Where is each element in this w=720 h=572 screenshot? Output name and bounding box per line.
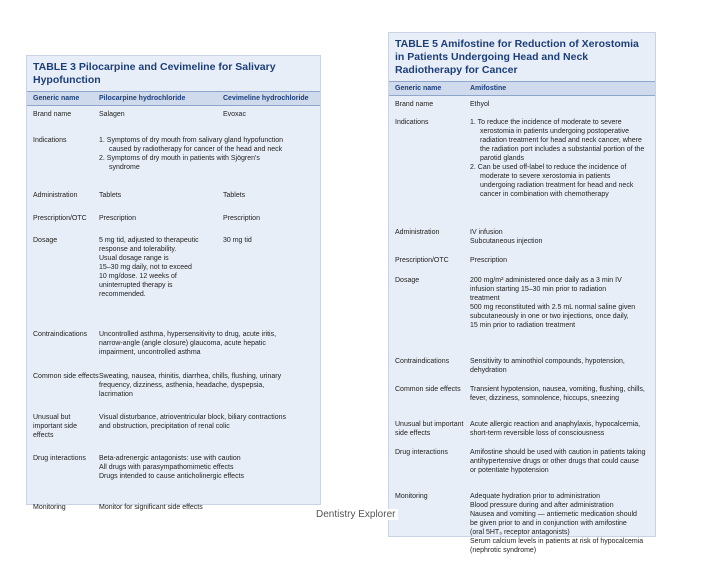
cell-line: 2. Symptoms of dry mouth in patients with Sjögren's — [99, 155, 260, 162]
row-value-col2 — [223, 191, 314, 210]
row-label: Administration — [395, 229, 440, 236]
row-value-col1 — [99, 191, 223, 210]
cell-line: lacrimation — [99, 391, 133, 398]
table-3-header — [27, 91, 320, 106]
cell-line: Evoxac — [223, 111, 246, 118]
cell-line: moderate to severe xerostomia in patients — [480, 173, 611, 180]
row-value — [99, 413, 314, 450]
row-label: Unusual but important side effects — [395, 421, 464, 437]
cell-line: 500 mg reconstituted with 2.5 mL normal saline given — [470, 304, 636, 311]
cell-line: Nausea and vomiting — antiemetic medication should — [470, 511, 637, 518]
cell-line: Subcutaneous injection — [470, 238, 543, 245]
cell-line: Visual disturbance, atrioventricular block, biliary contractions — [99, 414, 287, 421]
row-label: Prescription/OTC — [33, 215, 87, 222]
row-value — [470, 385, 649, 416]
cell-line: Prescription — [223, 215, 260, 222]
row-value — [470, 118, 649, 224]
cell-line: IV infusion — [470, 229, 503, 236]
table-row — [27, 232, 320, 326]
row-label: Drug interactions — [33, 455, 86, 462]
cell-line: 15–30 mg daily, not to exceed — [99, 264, 192, 271]
table-row — [389, 444, 655, 488]
table-3-body — [27, 106, 320, 525]
table-5-header — [389, 81, 655, 96]
cell-line: antihypertensive drugs or other drugs that could cause — [470, 458, 639, 465]
table-row — [27, 132, 320, 187]
row-value — [470, 492, 649, 572]
row-label: Monitoring — [395, 493, 428, 500]
row-label: Common side effects — [33, 373, 99, 380]
table-5-body — [389, 96, 655, 572]
table-row — [389, 353, 655, 381]
table-row — [27, 106, 320, 132]
table-row — [27, 326, 320, 368]
row-value — [470, 357, 649, 381]
cell-line: treatment — [470, 295, 500, 302]
cell-line: Blood pressure during and after administration — [470, 502, 614, 509]
cell-line: Amifostine should be used with caution in patients taking — [470, 449, 646, 456]
table-row — [389, 96, 655, 114]
cell-line: response and tolerability. — [99, 246, 177, 253]
row-label: Common side effects — [395, 386, 461, 393]
row-value-col2 — [223, 214, 314, 232]
row-label: Unusual but important side effects — [33, 414, 77, 439]
cell-line: (nephrotic syndrome) — [470, 547, 537, 554]
cell-line: Serum calcium levels in patients at risk of hypocalcemia — [470, 538, 644, 545]
header-amifostine: Amifostine — [470, 85, 507, 92]
cell-line: the radiation port includes a substantial portion of the — [480, 146, 645, 153]
row-value-col1 — [99, 236, 223, 326]
table-row — [389, 114, 655, 224]
cell-line: xerostomia in patients undergoing postoperative — [480, 128, 630, 135]
row-label: Indications — [33, 137, 67, 144]
cell-line: Sweating, nausea, rhinitis, diarrhea, chills, flushing, urinary — [99, 373, 282, 380]
cell-line: 30 mg tid — [223, 237, 252, 244]
header-pilocarpine: Pilocarpine hydrochloride — [99, 95, 186, 102]
cell-line: short-term reversible loss of consciousness — [470, 430, 605, 437]
cell-line: Beta-adrenergic antagonists: use with caution — [99, 455, 241, 462]
table-row — [27, 368, 320, 409]
row-value — [99, 454, 314, 499]
cell-line: parotid glands — [480, 155, 524, 162]
cell-line: frequency, dizziness, asthenia, headache, dyspepsia, — [99, 382, 265, 389]
cell-line: or potentiate hypotension — [470, 467, 549, 474]
cell-line: be given prior to and in conjunction with amifostine — [470, 520, 627, 527]
cell-line: narrow-angle (angle closure) glaucoma, acute hepatic — [99, 340, 266, 347]
row-label: Dosage — [33, 237, 58, 244]
table-row — [389, 252, 655, 272]
row-label: Dosage — [395, 277, 420, 284]
row-value-col2 — [223, 110, 314, 132]
table-5-title: TABLE 5 Amifostine for Reduction of Xerostomia in Patients Undergoing Head and Neck Radiotherapy for Cancer — [395, 38, 639, 76]
row-value — [99, 330, 314, 368]
row-label: Brand name — [33, 111, 72, 118]
header-generic-name: Generic name — [33, 95, 80, 102]
row-label: Administration — [33, 192, 78, 199]
header-generic-name: Generic name — [395, 85, 442, 92]
row-label: Monitoring — [33, 504, 66, 511]
cell-line: 200 mg/m² administered once daily as a 3 min IV — [470, 277, 622, 284]
watermark-caption: Dentistry Explorer — [313, 509, 398, 520]
cell-line: Tablets — [99, 192, 122, 199]
row-value — [470, 100, 649, 114]
cell-line: uninterrupted therapy is — [99, 282, 173, 289]
table-row — [389, 224, 655, 252]
cell-line: Prescription — [470, 257, 507, 264]
cell-line: syndrome — [109, 164, 140, 171]
table-row — [389, 488, 655, 572]
cell-line: Prescription — [99, 215, 136, 222]
cell-line: impairment, uncontrolled asthma — [99, 349, 201, 356]
row-label: Brand name — [395, 101, 434, 108]
row-label: Prescription/OTC — [395, 257, 449, 264]
cell-line: recommended. — [99, 291, 146, 298]
row-value — [470, 276, 649, 353]
cell-line: 10 mg/dose. 12 weeks of — [99, 273, 177, 280]
cell-line: 15 min prior to radiation treatment — [470, 322, 576, 329]
table-row — [389, 381, 655, 416]
cell-line: dehydration — [470, 367, 507, 374]
cell-line: subcutaneously in one or two injections, once daily, — [470, 313, 629, 320]
row-value — [470, 228, 649, 252]
table-row — [389, 272, 655, 353]
cell-line: 1. Symptoms of dry mouth from salivary gland hypofunction — [99, 137, 284, 144]
cell-line: Salagen — [99, 111, 125, 118]
header-cevimeline: Cevimeline hydrochloride — [223, 95, 309, 102]
cell-line: Drugs intended to cause anticholinergic effects — [99, 473, 245, 480]
row-label: Drug interactions — [395, 449, 448, 456]
cell-line: radiation treatment for head and neck cancer, where — [480, 137, 642, 144]
cell-line: cancer in combination with chemotherapy — [480, 191, 609, 198]
cell-line: fever, dizziness, somnolence, hiccups, sneezing — [470, 395, 620, 402]
row-label: Contraindications — [33, 331, 88, 338]
row-value-col1 — [99, 110, 223, 132]
cell-line: Transient hypotension, nausea, vomiting, flushing, chills, — [470, 386, 645, 393]
cell-line: Monitor for significant side effects — [99, 504, 203, 511]
row-value-col1 — [99, 214, 223, 232]
row-label: Contraindications — [395, 358, 450, 365]
table-3-title: TABLE 3 Pilocarpine and Cevimeline for Salivary Hypofunction — [33, 61, 276, 86]
row-value — [470, 420, 649, 444]
cell-line: 2. Can be used off-label to reduce the incidence of — [470, 164, 627, 171]
table-5 — [389, 33, 655, 554]
row-value — [470, 448, 649, 488]
cell-line: (oral 5HT₃ receptor antagonists) — [470, 529, 570, 536]
table-row — [27, 499, 320, 525]
cell-line: Acute allergic reaction and anaphylaxis, hypocalcemia, — [470, 421, 641, 428]
cell-line: Tablets — [223, 192, 246, 199]
cell-line: Adequate hydration prior to administration — [470, 493, 600, 500]
row-value — [470, 256, 649, 272]
row-value — [99, 136, 314, 187]
table-row — [389, 416, 655, 444]
table-3 — [27, 56, 320, 511]
table-row — [27, 450, 320, 499]
row-value — [99, 503, 314, 525]
cell-line: Usual dosage range is — [99, 255, 169, 262]
table-row — [27, 187, 320, 210]
cell-line: 5 mg tid, adjusted to therapeutic — [99, 237, 199, 244]
cell-line: infusion starting 15–30 min prior to radiation — [470, 286, 607, 293]
cell-line: All drugs with parasympathomimetic effects — [99, 464, 234, 471]
cell-line: caused by radiotherapy for cancer of the head and neck — [109, 146, 283, 153]
cell-line: undergoing radiation treatment for head and neck — [480, 182, 634, 189]
cell-line: and obstruction, precipitation of renal colic — [99, 423, 230, 430]
cell-line: 1. To reduce the incidence of moderate to severe — [470, 119, 622, 126]
cell-line: Ethyol — [470, 101, 490, 108]
row-label: Indications — [395, 119, 429, 126]
table-row — [27, 409, 320, 450]
row-value — [99, 372, 314, 409]
cell-line: Uncontrolled asthma, hypersensitivity to drug, acute iritis, — [99, 331, 277, 338]
cell-line: Sensitivity to aminothiol compounds, hypotension, — [470, 358, 625, 365]
row-value-col2 — [223, 236, 314, 326]
table-row — [27, 210, 320, 232]
